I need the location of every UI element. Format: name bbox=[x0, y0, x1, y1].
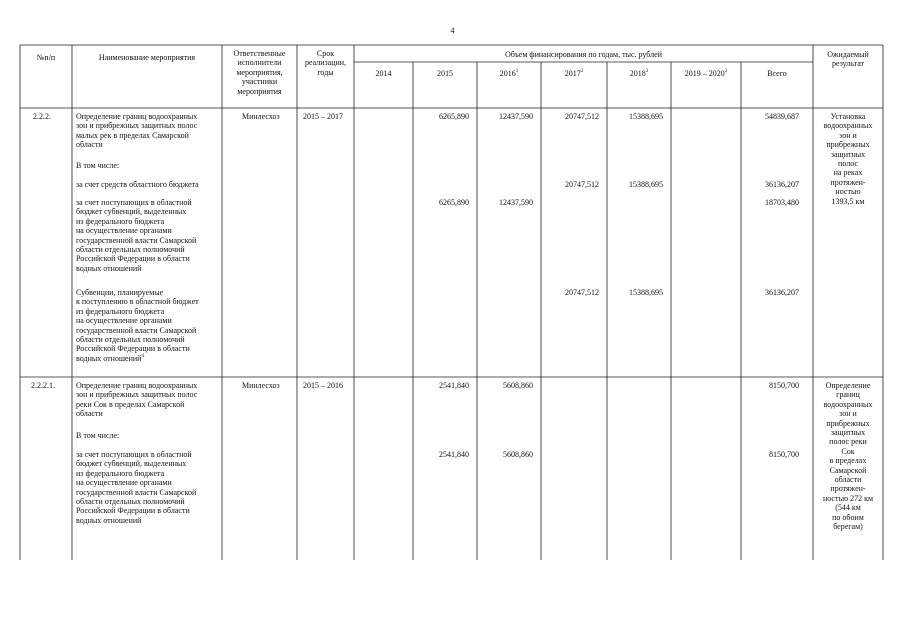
row-name: Определение границ водоохранных зон и прибрежных защитных полос малых рек в пределах Самарской области bbox=[76, 112, 198, 150]
value-2016: 12437,590 bbox=[499, 198, 533, 207]
value-total: 36136,207 bbox=[765, 180, 799, 189]
value-2015: 6265,890 bbox=[439, 112, 469, 121]
row-responsible: Минлесхоз bbox=[242, 112, 280, 121]
value-2017: 20747,512 bbox=[565, 180, 599, 189]
header-financing: Объем финансирования по годам, тыс. рублей bbox=[505, 50, 662, 59]
value-total: 8150,700 bbox=[769, 450, 799, 459]
subrow-label: Субвенции, планируемые к поступлению в областной бюджет из федерального бюджета на осуществление органами государственной власти Самарской области отдельных полномочий Российской Федерации в области водных отношений$^4$ bbox=[76, 288, 199, 363]
row-number: 2.2.2.1. bbox=[31, 381, 55, 390]
header-year-2016: 2016$^1$ bbox=[499, 69, 519, 78]
header-year-2018: 2018$^3$ bbox=[629, 69, 649, 78]
value-total: 18703,480 bbox=[765, 198, 799, 207]
subrow-label: за счет средств областного бюджета bbox=[76, 180, 199, 189]
value-2015: 2541,840 bbox=[439, 450, 469, 459]
row-name: Определение границ водоохранных зон и прибрежных защитных полос реки Сок в пределах Самарской области bbox=[76, 381, 198, 419]
header-year-2019-2020: 2019 – 2020$^3$ bbox=[684, 69, 728, 78]
row-term: 2015 – 2016 bbox=[303, 381, 343, 390]
value-2015: 2541,840 bbox=[439, 381, 469, 390]
value-2016: 5608,860 bbox=[503, 381, 533, 390]
row-responsible: Минлесхоз bbox=[242, 381, 280, 390]
header-year-2017: 2017$^2$ bbox=[564, 69, 584, 78]
header-name: Наименование мероприятия bbox=[98, 53, 196, 62]
row-term: 2015 – 2017 bbox=[303, 112, 343, 121]
value-2016: 12437,590 bbox=[499, 112, 533, 121]
subrow-label: за счет поступающих в областной бюджет субвенций, выделенных из федерального бюджета на осуществление органами государственной власти Самарской области отдельных полномочий Российской Федерации в области водных отношений bbox=[76, 198, 197, 273]
in-that-label: В том числе: bbox=[76, 431, 120, 440]
value-2015: 6265,890 bbox=[439, 198, 469, 207]
value-total: 36136,207 bbox=[765, 288, 799, 297]
expected-result: Установка водоохранных зон и прибрежных защитных полос на реках протяжен- ностью 1393,5 км bbox=[823, 112, 873, 206]
header-num: №п/п bbox=[36, 53, 56, 62]
value-2018: 15388,695 bbox=[629, 112, 663, 121]
value-2017: 20747,512 bbox=[565, 288, 599, 297]
value-2016: 5608,860 bbox=[503, 450, 533, 459]
header-year-2014: 2014 bbox=[375, 69, 392, 78]
value-2018: 15388,695 bbox=[629, 288, 663, 297]
value-total: 8150,700 bbox=[769, 381, 799, 390]
value-2017: 20747,512 bbox=[565, 112, 599, 121]
header-responsible: Ответственные исполнители мероприятия, участники мероприятия bbox=[233, 49, 286, 96]
in-that-label: В том числе: bbox=[76, 161, 120, 170]
header-total: Всего bbox=[767, 69, 787, 78]
row-number: 2.2.2. bbox=[33, 112, 51, 121]
value-total: 54839,687 bbox=[765, 112, 799, 121]
value-2018: 15388,695 bbox=[629, 180, 663, 189]
header-term: Срок реализации, годы bbox=[304, 49, 347, 77]
subrow-label: за счет поступающих в областной бюджет субвенций, выделенных из федерального бюджета на осуществление органами государственной власти Самарской области отдельных полномочий Российской Федерации в области водных отношений bbox=[76, 450, 197, 525]
page-number: 4 bbox=[450, 26, 455, 35]
header-result: Ожидаемый результат bbox=[827, 50, 869, 69]
header-year-2015: 2015 bbox=[437, 69, 453, 78]
expected-result: Определение границ водоохранных зон и прибрежных защитных полос реки Сок в пределах Самарской области протяжен- ностью 272 км (544 км по обоим берегам) bbox=[822, 381, 874, 532]
